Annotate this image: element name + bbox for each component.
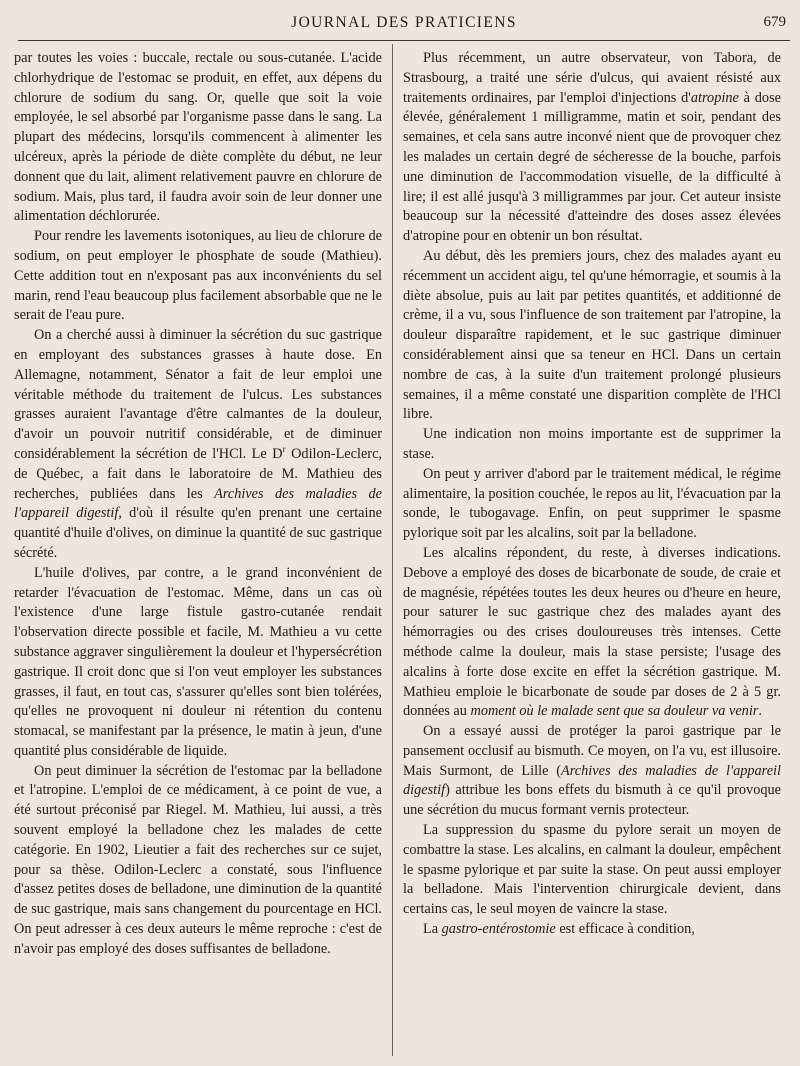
text-run: est efficace à condition,	[555, 921, 695, 938]
paragraph	[403, 722, 781, 821]
paragraph	[403, 425, 781, 465]
text-run: , d'où il résulte qu'en prenant une certaine quantité d'huile d'olives, on diminue la quantité de suc gastrique sécrété.	[14, 505, 382, 561]
italic-text: Archives des maladies de l'appareil digestif	[403, 762, 781, 799]
text-run: L'huile d'olives, par contre, a le grand inconvénient de retarder l'évacuation de l'estomac. Même, dans un cas où l'existence d'une large fistule gastro-cutanée rendait l'observation directe possible et facile, M. Mathieu a vu cette substance aggraver singulièrement la douleur et l'hypersécrétion gastrique. Il croit donc que si l'on veut employer les substances grasses, il faut, en tout cas, s'assurer qu'elles sont bien tolérées, qu'elles ne provoquent ni douleur ni rétention du contenu stomacal, se manifestant par la présence, le matin à jeun, d'une quantité plus considérable de liquide.	[14, 564, 382, 759]
running-head	[18, 12, 790, 38]
paragraph	[403, 465, 781, 544]
text-run: Odilon-Leclerc, de Québec, a fait dans le laboratoire de M. Mathieu des recherches, publiées dans les	[14, 445, 382, 502]
text-run: ) attribue les bons effets du bismuth à ce qu'il provoque une sécrétion du mucus formant vernis protecteur.	[403, 782, 781, 819]
italic-text: atropine	[690, 89, 739, 106]
paragraph	[403, 821, 781, 920]
paragraph	[14, 564, 382, 762]
left-column	[14, 49, 382, 960]
text-run: On a essayé aussi de protéger la paroi gastrique par le pansement occlusif au bismuth. Ce moyen, on l'a vu, est illusoire. Mais Surmont, de Lille (	[403, 723, 781, 779]
paragraph	[14, 49, 382, 227]
text-run: par toutes les voies : buccale, rectale ou sous-cutanée. L'acide chlorhydrique de l'estomac se produit, en effet, aux dépens du chlorure de sodium du sang. Or, quelle que soit la voie employée, le sel absorbé par l'organisme passe dans le sang. La plupart des médecins, lorsqu'ils commencent à alimenter les ulcéreux, après la période de diète complète du début, ne leur donnent que du lait, aliment relativement pauvre en chlorure de sodium. Mais, plus tard, il faudra avoir soin de leur donner une alimentation déchlorurée.	[14, 50, 382, 225]
text-run: Les alcalins répondent, du reste, à diverses indications. Debove a employé des doses de bicarbonate de soude, de craie et de magnésie, répétées toutes les deux heures ou d'heure en heure, pour saturer le suc gastrique chez des malades ayant des hémorragies ou des crises douloureuses très intenses. Cette méthode calme la douleur, mais la stase persiste; l'usage des alcalins à forte dose excite en effet la sécrétion gastrique. M. Mathieu emploie le bicarbonate de soude par doses de 2 à 5 gr. données au	[403, 544, 781, 720]
text-run: La	[423, 921, 442, 938]
paragraph	[14, 227, 382, 326]
text-run: On a cherché aussi à diminuer la sécrétion du suc gastrique en employant des substances grasses à haute dose. En Allemagne, notamment, Sénator a fait de leur emploi une véritable méthode du traitement de l'ulcus. Les substances grasses auraient l'avantage d'être calmantes de la douleur, d'avoir un pouvoir nutritif considérable, et de diminuer considérablement la sécrétion de l'HCl. Le D	[14, 327, 382, 462]
text-run: On peut diminuer la sécrétion de l'estomac par la belladone et l'atropine. L'emploi de ce médicament, à ce point de vue, a été surtout préconisé par Riegel. M. Mathieu, lui aussi, a très souvent employé la belladone chez les malades de cette catégorie. En 1902, Lieutier a fait des recherches sur ce sujet, pour sa thèse. Odilon-Leclerc a constaté, sous l'influence d'assez petites doses de belladone, une diminution de la quantité de suc gastrique, mais sans changement du pourcentage en HCl. On peut adresser à ces deux auteurs le même reproche : c'est de n'avoir pas employé des doses suffisantes de belladone.	[14, 762, 382, 957]
superscript-text: r	[282, 444, 286, 455]
paragraph	[403, 247, 781, 425]
text-run: Au début, dès les premiers jours, chez des malades ayant eu récemment un accident aigu, tel qu'une hémorragie, et soumis à la diète absolue, puis au lait par petites quantités, et additionné de crème, il a vu, sous l'influence de son traitement par l'atropine, la douleur disparaître rapidement, et le suc gastrique diminuer considérablement ainsi que sa teneur en HCl. Dans un certain nombre de cas, à la suite d'un traitement prolongé plusieurs semaines, il a même constaté une disparition complète de l'HCl libre.	[403, 247, 781, 423]
header-rule	[18, 40, 790, 41]
italic-text: moment où le malade sent que sa douleur va venir	[470, 703, 759, 720]
paragraph	[403, 544, 781, 722]
text-run: .	[758, 703, 762, 720]
text-run: à dose élevée, généralement 1 milligramme, matin et soir, pendant des semaines, et cela sans autre inconvé nient que de provoquer chez les malades un certain degré de sécheresse de la bouche, parfois une diminution de l'accommodation visuelle, de la difficulté à lire; il est allé jusqu'à 3 milligrammes par jour. Cet auteur insiste beaucoup sur la nécessité d'atteindre des doses assez élevées d'atropine pour en obtenir un bon résultat.	[403, 89, 781, 245]
page-number: 679	[763, 14, 786, 30]
italic-text: gastro-entérostomie	[441, 921, 556, 938]
text-run: Pour rendre les lavements isotoniques, au lieu de chlorure de sodium, on peut employer le phosphate de soude (Mathieu). Cette addition tout en n'exposant pas aux inconvénients du sel marin, rend l'eau beaucoup plus facilement absorbable que ne le serait de l'eau pure.	[14, 228, 382, 324]
text-run: On peut y arriver d'abord par le traitement médical, le régime alimentaire, la position couchée, le repos au lit, l'évacuation par la sonde, le tubogavage. Enfin, on peut supprimer le spasme pylorique soit par les alcalins, soit par la belladone.	[403, 465, 781, 542]
text-run: La suppression du spasme du pylore serait un moyen de combattre la stase. Les alcalins, en calmant la douleur, empêchent le spasme pylorique et par suite la stase. On peut aussi employer la belladone. Mais l'intervention chirurgicale devient, dans certains cas, le seul moyen de vaincre la stase.	[403, 822, 781, 918]
italic-text: Archives des maladies de l'appareil digestif	[14, 485, 383, 522]
column-divider	[392, 44, 393, 1056]
paragraph	[14, 762, 382, 960]
journal-title: JOURNAL DES PRATICIENS	[291, 14, 517, 31]
paragraph	[14, 326, 382, 564]
paragraph	[403, 920, 781, 940]
text-run: Plus récemment, un autre observateur, von Tabora, de Strasbourg, a traité une série d'ulcus, qui avaient résisté aux traitements ordinaires, par l'emploi d'injections d'	[403, 50, 781, 106]
paragraph	[403, 49, 781, 247]
text-run: Une indication non moins importante est de supprimer la stase.	[403, 426, 781, 462]
right-column	[403, 49, 781, 940]
